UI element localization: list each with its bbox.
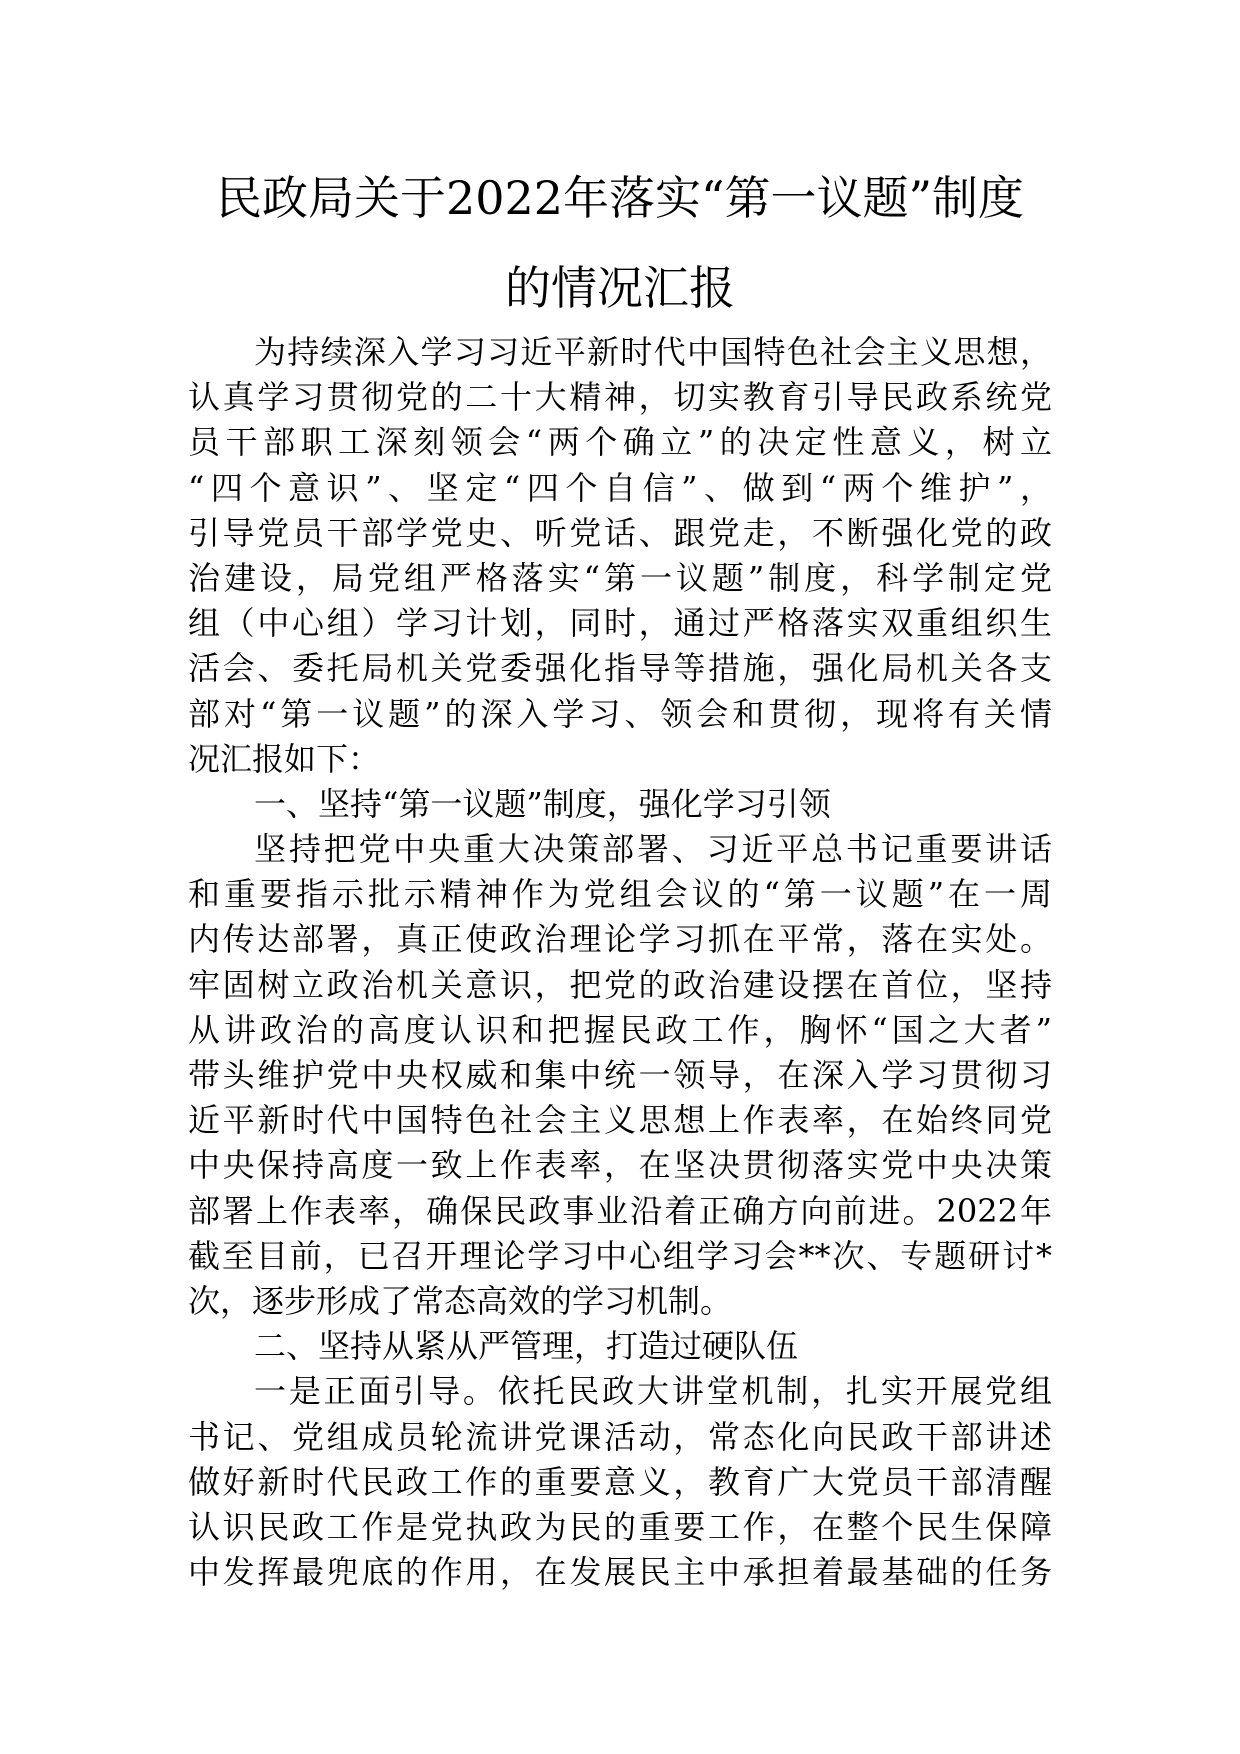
section-heading-2: 二、坚持从紧从严管理，打造过硬队伍	[254, 1327, 799, 1366]
paragraph-line: 做好新时代民政工作的重要意义，教育广大党员干部清醒	[188, 1462, 1052, 1501]
paragraph-line: 部对“第一议题”的深入学习、领会和贯彻，现将有关情	[188, 694, 1052, 733]
paragraph-line: 内传达部署，真正使政治理论学习抓在平常，落在实处。	[188, 920, 1052, 959]
paragraph-line: 近平新时代中国特色社会主义思想上作表率，在始终同党	[188, 1101, 1052, 1140]
paragraph-line: 中发挥最兜底的作用，在发展民主中承担着最基础的任务	[188, 1553, 1052, 1592]
paragraph-line: 书记、党组成员轮流讲党课活动，常态化向民政干部讲述	[188, 1417, 1052, 1456]
paragraph-line: 组（中心组）学习计划，同时，通过严格落实双重组织生	[188, 604, 1052, 643]
paragraph-line: 截至目前，已召开理论学习中心组学习会**次、专题研讨*	[188, 1236, 1052, 1275]
paragraph-line: 一是正面引导。依托民政大讲堂机制，扎实开展党组	[254, 1372, 1052, 1411]
paragraph-line: 引导党员干部学党史、听党话、跟党走，不断强化党的政	[188, 513, 1052, 552]
paragraph-line: 为持续深入学习习近平新时代中国特色社会主义思想，	[254, 333, 1052, 371]
paragraph-line: “四个意识”、坚定“四个自信”、做到“两个维护”，	[188, 468, 1052, 507]
paragraph-line: 从讲政治的高度认识和把握民政工作，胸怀“国之大者”	[188, 1010, 1052, 1049]
document-title-line-2: 的情况汇报	[505, 261, 735, 315]
paragraph-line: 中央保持高度一致上作表率，在坚决贯彻落实党中央决策	[188, 1146, 1052, 1185]
paragraph-line: 次，逐步形成了常态高效的学习机制。	[188, 1281, 733, 1320]
paragraph-line: 况汇报如下：	[188, 739, 381, 778]
paragraph-line: 坚持把党中央重大决策部署、习近平总书记重要讲话	[254, 830, 1052, 869]
document-body	[188, 330, 1052, 1595]
paragraph-line: 认真学习贯彻党的二十大精神，切实教育引导民政系统党	[188, 378, 1052, 417]
section-heading-1: 一、坚持“第一议题”制度，强化学习引领	[254, 784, 831, 823]
paragraph-line: 部署上作表率，确保民政事业沿着正确方向前进。2022年	[188, 1191, 1052, 1230]
paragraph-line: 和重要指示批示精神作为党组会议的“第一议题”在一周	[188, 875, 1052, 914]
paragraph-line: 认识民政工作是党执政为民的重要工作，在整个民生保障	[188, 1507, 1052, 1546]
paragraph-line: 带头维护党中央权威和集中统一领导，在深入学习贯彻习	[188, 1056, 1052, 1094]
paragraph-line: 活会、委托局机关党委强化指导等措施，强化局机关各支	[188, 649, 1052, 688]
paragraph-line: 牢固树立政治机关意识，把党的政治建设摆在首位，坚持	[188, 965, 1052, 1004]
paragraph-line: 员干部职工深刻领会“两个确立”的决定性意义，树立	[188, 423, 1052, 462]
document-title-line-1: 民政局关于2022年落实“第一议题”制度	[215, 171, 1025, 225]
paragraph-line: 治建设，局党组严格落实“第一议题”制度，科学制定党	[188, 558, 1052, 597]
